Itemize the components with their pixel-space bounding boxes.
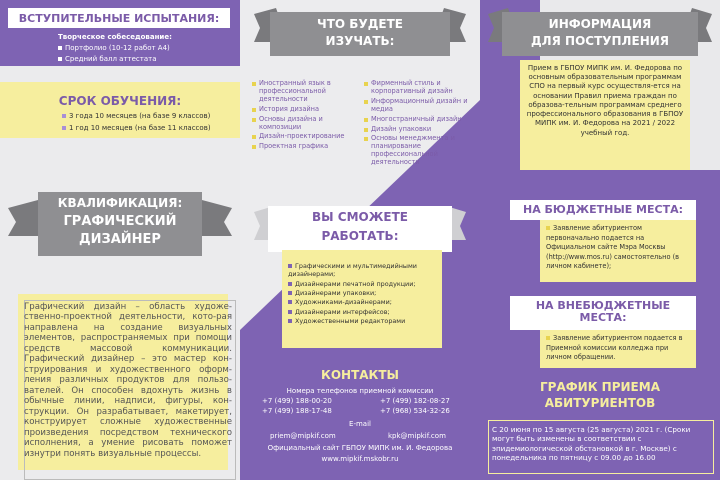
phone-number[interactable]: +7 (968) 534-32-26	[380, 407, 450, 415]
entrance-item: Портфолио (10-12 работ А4)	[58, 44, 170, 53]
contacts-title: КОНТАКТЫ	[321, 368, 399, 382]
qualification-line3: ДИЗАЙНЕР	[79, 232, 161, 247]
subjects-right-list	[364, 80, 474, 169]
subject-item: Дизайн-проектирование	[252, 133, 362, 141]
budget-title: НА БЮДЖЕТНЫЕ МЕСТА:	[510, 200, 696, 220]
job-item: Дизайнерами печатной продукции;	[288, 280, 444, 288]
budget-text: Заявление абитуриентом первоначально подается на Официальном сайте Мэра Москвы (http://www.mos.ru) самостоятельно (в личном кабинете);	[546, 224, 680, 271]
info-ribbon	[480, 0, 720, 62]
duration-item: 3 года 10 месяцев (на базе 9 классов)	[62, 112, 210, 121]
bullet-icon	[62, 126, 66, 130]
job-item: Графическими и мультимедийными дизайнерами;	[288, 262, 417, 279]
duration-title: СРОК ОБУЧЕНИЯ:	[58, 94, 182, 108]
entrance-item: Средний балл аттестата	[58, 55, 157, 64]
study-title-line2: ИЗУЧАТЬ:	[325, 34, 395, 48]
subjects-left-list	[252, 80, 362, 153]
column-right	[480, 0, 720, 480]
paid-title	[510, 296, 696, 330]
job-item: Дизайнерами интерфейсов;	[288, 308, 444, 316]
subject-item: Дизайн упаковки	[364, 126, 474, 134]
jobs-list	[288, 262, 444, 326]
info-title: ИНФОРМАЦИЯ	[548, 17, 652, 31]
study-ribbon	[240, 0, 480, 62]
qualification-line2: ГРАФИЧЕСКИЙ	[63, 214, 177, 229]
subject-item: Информационный дизайн и медиа	[364, 98, 474, 114]
paid-text: Заявление абитуриентом подается в Приемной комиссии колледжа при личном обращении.	[546, 334, 683, 362]
bullet-icon	[546, 336, 550, 340]
bullet-icon	[58, 57, 62, 61]
site-link[interactable]: www.mipkif.mskobr.ru	[321, 455, 399, 463]
qualification-title: КВАЛИФИКАЦИЯ:	[57, 196, 183, 210]
phone-number[interactable]: +7 (499) 182-08-27	[380, 397, 450, 405]
subject-item: Многостраничный дизайн	[364, 116, 474, 124]
job-item: Дизайнерами упаковки;	[288, 289, 444, 297]
subject-item: Проектная графика	[252, 143, 362, 151]
site-label: Официальный сайт ГБПОУ МИПК им. И. Федорова	[267, 444, 453, 452]
subject-item: Фирменный стиль и корпоративный дизайн	[364, 80, 474, 96]
email-link[interactable]: priem@mipkif.com	[270, 432, 336, 440]
paid-title-line1: НА ВНЕБЮДЖЕТНЫЕ	[535, 299, 671, 312]
bullet-icon	[288, 282, 292, 286]
column-left	[0, 0, 240, 480]
info-text: Прием в ГБПОУ МИПК им. И. Федорова по основным образовательным программам СПО на первый курс осуществля-ется на основании Правил приема граждан по образова-тельным программам среднего профессионального образования в ГБПОУ МИПК им. И. Федорова на 2021 / 2022 учебный год.	[526, 64, 684, 137]
bullet-icon	[288, 291, 292, 295]
subject-item: Иностранный язык в профессиональной деятельности	[252, 80, 362, 104]
bullet-icon	[288, 300, 292, 304]
phones-label: Номера телефонов приемной комиссии	[286, 387, 434, 395]
study-title: ЧТО БУДЕТЕ	[317, 17, 403, 31]
interview-label: Творческое собеседование:	[58, 33, 172, 41]
email-link[interactable]: kpk@mipkif.com	[388, 432, 446, 440]
description-text: Графический дизайн – область художе-ственно-проектной деятельности, кото-рая направлена на создание визуальных элементов, распространяемых при помощи средств массовой коммуникации. Графический дизайнер – это мастер кон-струирования и художественного оформ-ления различных продуктов для пользо-вателей. Он способен вдохнуть жизнь в обычные линии, надписи, фигуры, кон-струкции. Он разрабатывает, макетирует, конструирует сложные художественные произведения посредством технического исполнения, а умение рисовать поможет изнутри понять визуальные процессы.	[24, 302, 232, 459]
work-ribbon	[240, 196, 480, 258]
email-label: E-mail	[349, 420, 371, 428]
subject-item: Основы менеджмента и планирование профессиональной деятельности	[364, 135, 474, 167]
bullet-icon	[288, 264, 292, 268]
bullet-icon	[288, 319, 292, 323]
entrance-title: ВСТУПИТЕЛЬНЫЕ ИСПЫТАНИЯ:	[8, 8, 230, 28]
bullet-icon	[62, 114, 66, 118]
schedule-title: ГРАФИК ПРИЕМА	[540, 380, 660, 394]
duration-item: 1 год 10 месяцев (на базе 11 классов)	[62, 124, 211, 133]
phone-number[interactable]: +7 (499) 188-17-48	[262, 407, 332, 415]
work-title: ВЫ СМОЖЕТЕ	[312, 210, 408, 224]
bullet-icon	[288, 310, 292, 314]
phone-number[interactable]: +7 (499) 188-00-20	[262, 397, 332, 405]
job-item: Художественными редакторами	[288, 317, 444, 325]
info-title-line2: ДЛЯ ПОСТУПЛЕНИЯ	[530, 34, 670, 48]
job-item: Художниками-дизайнерами;	[288, 298, 444, 306]
schedule-text: С 20 июня по 15 августа (25 августа) 2021 г. (Сроки могут быть изменены в соответствии с эпидемиологической обстановкой в г. Москве) с понедельника по пятницу с 09.00 до 16.00	[492, 425, 691, 463]
column-middle	[240, 0, 480, 480]
work-title-line2: РАБОТАТЬ:	[321, 229, 399, 243]
paid-title-line2: МЕСТА:	[579, 310, 627, 324]
schedule-title-line2: АБИТУРИЕНТОВ	[544, 396, 656, 410]
subject-item: Основы дизайна и композиции	[252, 116, 362, 132]
subject-item: История дизайна	[252, 106, 362, 114]
bullet-icon	[546, 226, 550, 230]
bullet-icon	[58, 46, 62, 50]
